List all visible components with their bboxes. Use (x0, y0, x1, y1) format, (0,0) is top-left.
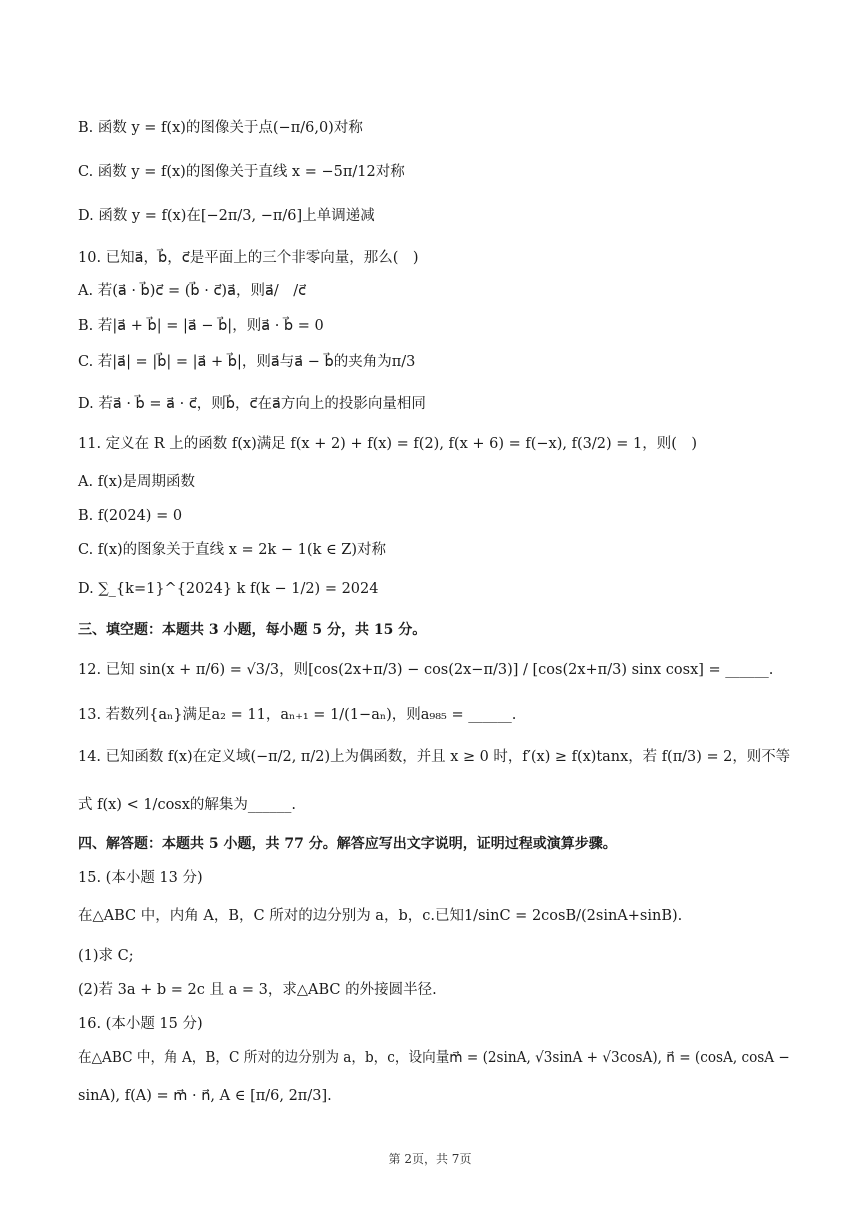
page-footer: 第 2页，共 7页 (388, 1152, 472, 1166)
option-11d: D. ∑_{k=1}^{2024} k f(k − 1/2) = 2024 (78, 581, 379, 597)
option-10a: A. 若(a⃗ · b⃗)c⃗ = (b⃗ · c⃗)a⃗，则a⃗/ /c⃗ (78, 283, 307, 299)
question-13: 13. 若数列{aₙ}满足a₂ = 11，aₙ₊₁ = 1/(1−aₙ)，则a₉₈₅ = ______. (78, 707, 517, 723)
option-9b: B. 函数 y = f(x)的图像关于点(−π/6,0)对称 (78, 120, 363, 136)
question-11: 11. 定义在 R 上的函数 f(x)满足 f(x + 2) + f(x) = f(2), f(x + 6) = f(−x), f(3/2) = 1，则( ) (78, 436, 698, 452)
question-15-part2: (2)若 3a + b = 2c 且 a = 3，求△ABC 的外接圆半径. (78, 982, 437, 998)
option-9d: D. 函数 y = f(x)在[−2π/3, −π/6]上单调递减 (78, 208, 375, 224)
section-answer-heading: 四、解答题：本题共 5 小题，共 77 分。解答应写出文字说明，证明过程或演算步骤。 (78, 836, 617, 852)
section-fill-in-heading: 三、填空题：本题共 3 小题，每小题 5 分，共 15 分。 (78, 622, 427, 638)
option-11a: A. f(x)是周期函数 (78, 474, 196, 490)
option-9c: C. 函数 y = f(x)的图像关于直线 x = −5π/12对称 (78, 164, 405, 180)
option-10d: D. 若a⃗ · b⃗ = a⃗ · c⃗，则b⃗，c⃗在a⃗方向上的投影向量相同 (78, 396, 426, 412)
question-15-part1: (1)求 C; (78, 948, 134, 964)
option-10c: C. 若|a⃗| = |b⃗| = |a⃗ + b⃗|，则a⃗与a⃗ − b⃗的夹角为π/3 (78, 354, 416, 370)
question-15-stem: 在△ABC 中，内角 A，B，C 所对的边分别为 a，b，c.已知1/sinC = 2cosB/(2sinA+sinB). (78, 908, 683, 924)
question-16: 16. (本小题 15 分) (78, 1016, 203, 1032)
option-10b: B. 若|a⃗ + b⃗| = |a⃗ − b⃗|，则a⃗ · b⃗ = 0 (78, 318, 324, 334)
question-14-cont: 式 f(x) < 1/cosx的解集为______. (78, 797, 297, 813)
question-15: 15. (本小题 13 分) (78, 870, 203, 886)
question-10: 10. 已知a⃗，b⃗，c⃗是平面上的三个非零向量，那么( ) (78, 250, 419, 266)
option-11b: B. f(2024) = 0 (78, 508, 183, 524)
option-11c: C. f(x)的图象关于直线 x = 2k − 1(k ∈ Z)对称 (78, 542, 387, 558)
question-12: 12. 已知 sin(x + π/6) = √3/3，则[cos(2x+π/3) − cos(2x−π/3)] / [cos(2x+π/3) sinx cosx] = ______. (78, 662, 774, 678)
question-16-stem-cont: sinA), f(A) = m⃗ · n⃗, A ∈ [π/6, 2π/3]. (78, 1088, 332, 1104)
question-14: 14. 已知函数 f(x)在定义域(−π/2, π/2)上为偶函数，并且 x ≥ 0 时，f′(x) ≥ f(x)tanx，若 f(π/3) = 2，则不等 (78, 749, 791, 765)
question-16-stem: 在△ABC 中，角 A，B，C 所对的边分别为 a，b，c，设向量m⃗ = (2sinA, √3sinA + √3cosA), n⃗ = (cosA, cosA − (78, 1050, 790, 1066)
